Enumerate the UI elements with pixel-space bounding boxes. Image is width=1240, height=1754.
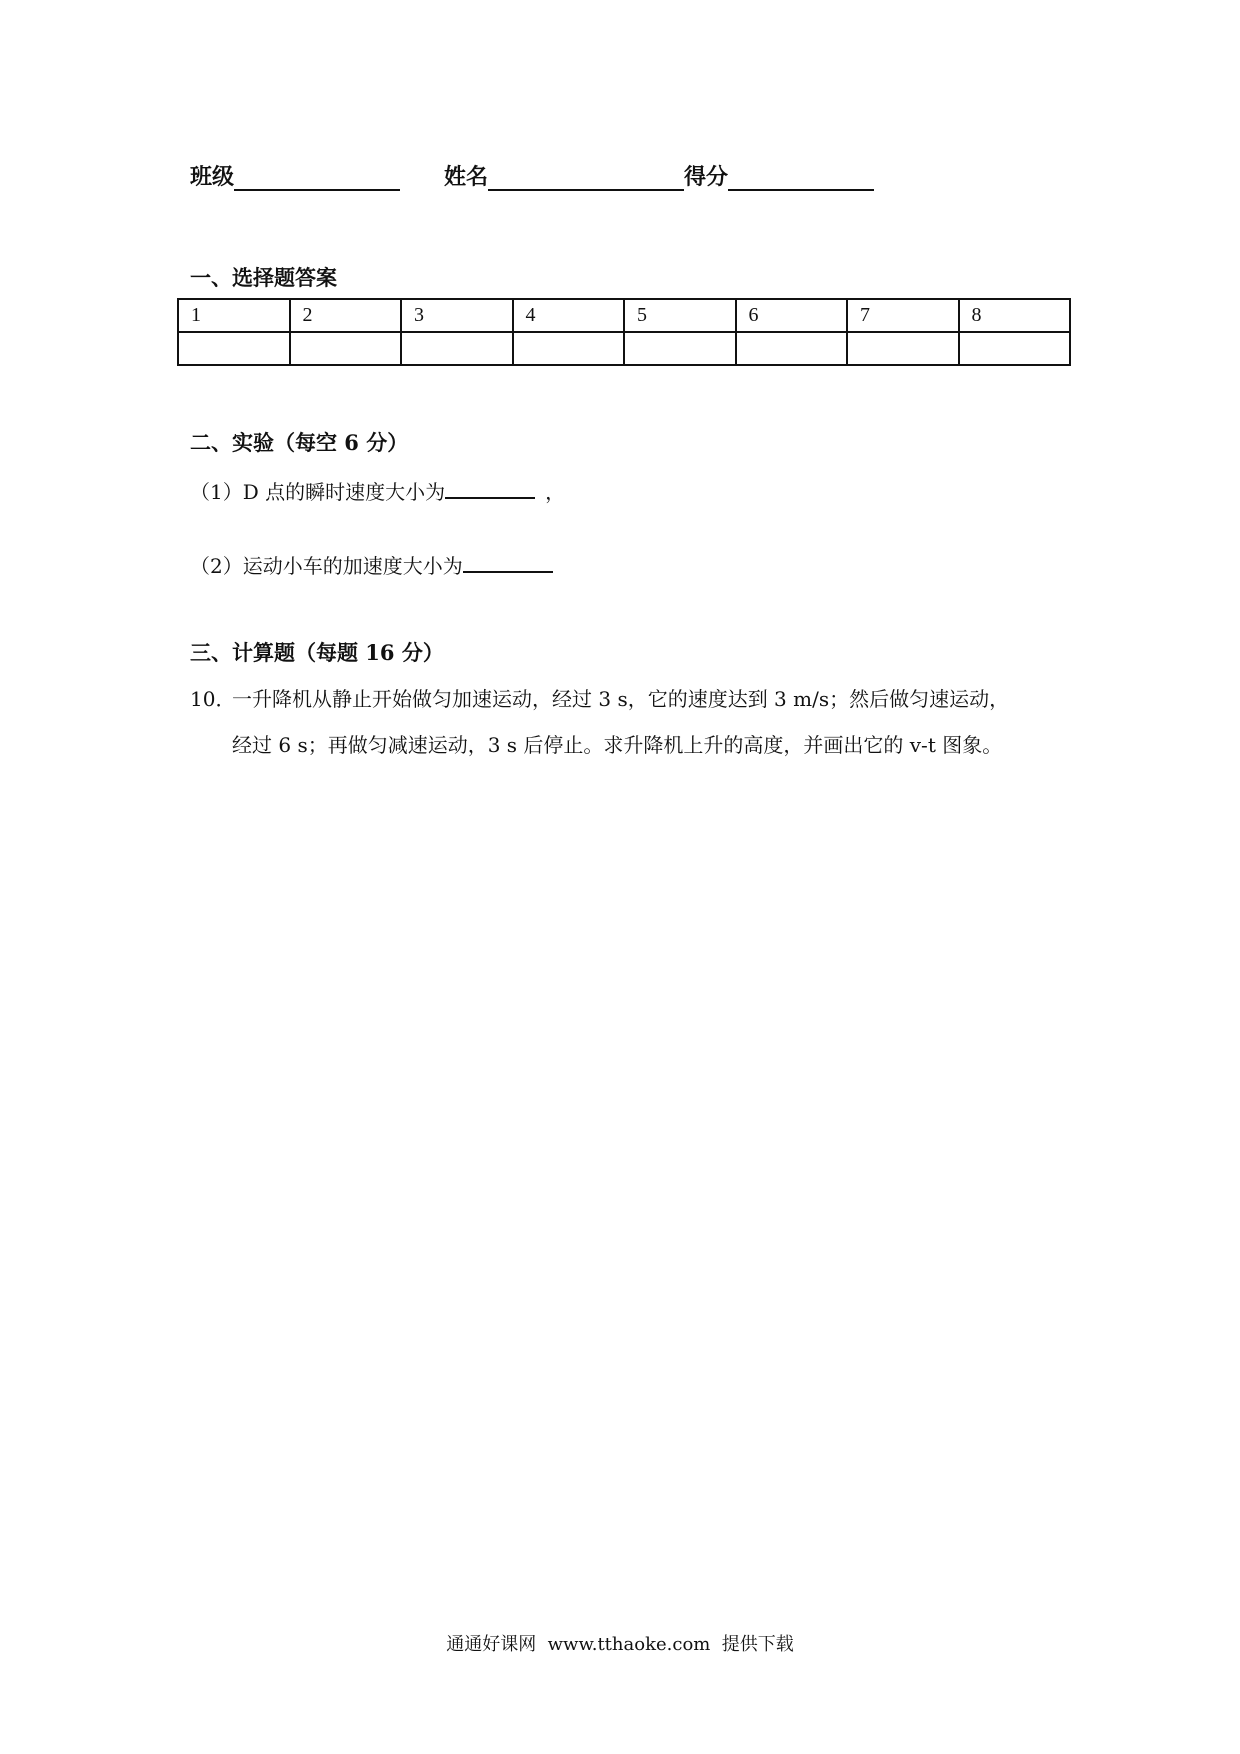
answer-cell[interactable] bbox=[736, 332, 848, 365]
answer-table-answer-row bbox=[178, 332, 1070, 365]
answer-number: 3 bbox=[401, 299, 513, 332]
class-label: 班级 bbox=[190, 164, 235, 190]
name-blank[interactable] bbox=[488, 165, 684, 191]
section3-title: 三、计算题（每题 16 分） bbox=[190, 640, 444, 665]
answer-cell[interactable] bbox=[624, 332, 736, 365]
name-label: 姓名 bbox=[444, 164, 489, 190]
experiment-question-2-text: （2）运动小车的加速度大小为 bbox=[190, 554, 463, 578]
experiment-answer-blank-1[interactable] bbox=[445, 475, 535, 499]
calc-question-10-line2: 经过 6 s；再做匀减速运动，3 s 后停止。求升降机上升的高度，并画出它的 v-t 图象。 bbox=[232, 733, 1003, 757]
answer-number: 6 bbox=[736, 299, 848, 332]
score-label: 得分 bbox=[684, 164, 729, 190]
calc-question-10-text-1: 一升降机从静止开始做匀加速运动，经过 3 s，它的速度达到 3 m/s；然后做匀速运动， bbox=[232, 687, 1010, 711]
answer-table bbox=[177, 298, 1071, 366]
answer-number: 2 bbox=[290, 299, 402, 332]
answer-table-header-row bbox=[178, 299, 1070, 332]
answer-cell[interactable] bbox=[401, 332, 513, 365]
experiment-question-2 bbox=[190, 549, 553, 579]
experiment-question-1 bbox=[190, 475, 565, 505]
answer-cell[interactable] bbox=[847, 332, 959, 365]
answer-cell[interactable] bbox=[513, 332, 625, 365]
answer-cell[interactable] bbox=[959, 332, 1071, 365]
answer-number: 8 bbox=[959, 299, 1071, 332]
answer-number: 4 bbox=[513, 299, 625, 332]
answer-number: 1 bbox=[178, 299, 290, 332]
answer-number: 7 bbox=[847, 299, 959, 332]
question-number: 10． bbox=[190, 687, 236, 711]
experiment-question-1-text: （1）D 点的瞬时速度大小为 bbox=[190, 480, 446, 504]
footer-credit: 通通好课网 www.tthaoke.com 提供下载 bbox=[446, 1634, 794, 1655]
section1-title: 一、选择题答案 bbox=[190, 265, 337, 290]
student-info-row bbox=[190, 160, 874, 191]
answer-cell[interactable] bbox=[178, 332, 290, 365]
answer-number: 5 bbox=[624, 299, 736, 332]
experiment-question-1-suffix: ， bbox=[545, 480, 566, 504]
calc-question-10 bbox=[190, 676, 1090, 768]
calc-question-10-line1 bbox=[190, 676, 1090, 722]
score-blank[interactable] bbox=[728, 165, 874, 191]
section2-title: 二、实验（每空 6 分） bbox=[190, 430, 409, 455]
class-blank[interactable] bbox=[234, 165, 400, 191]
answer-cell[interactable] bbox=[290, 332, 402, 365]
experiment-answer-blank-2[interactable] bbox=[463, 549, 553, 573]
